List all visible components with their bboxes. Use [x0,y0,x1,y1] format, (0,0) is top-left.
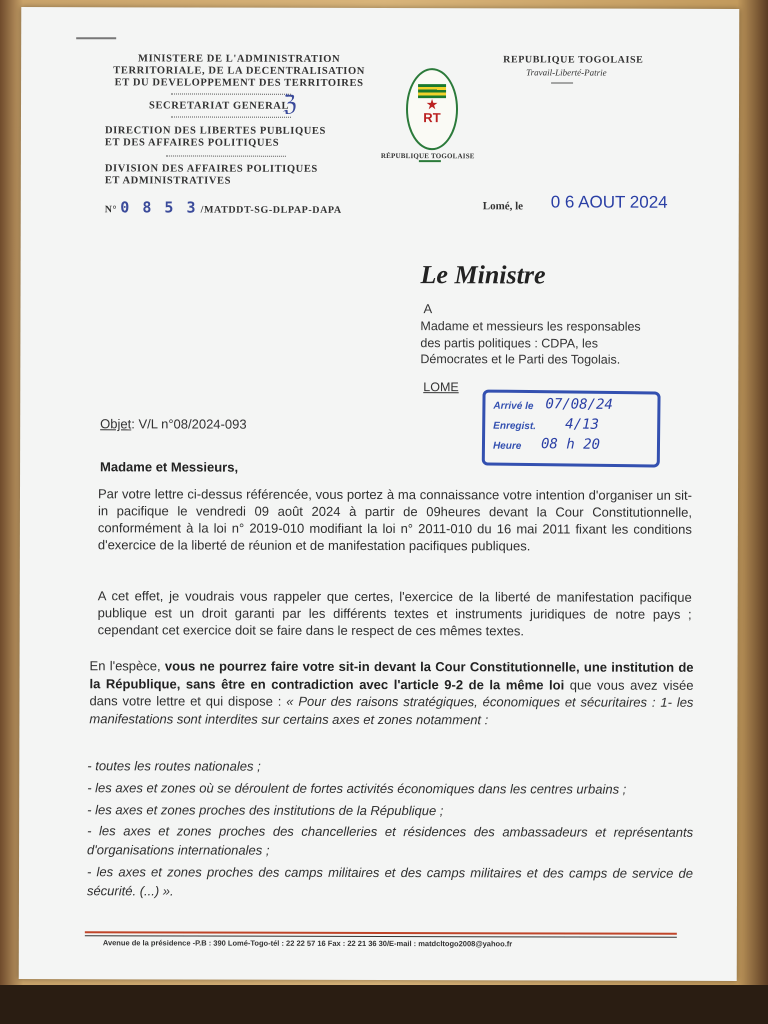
objet-label: Objet [100,416,132,432]
reference-number [104,198,342,217]
division-line-2: ET ADMINISTRATIVES [104,175,232,187]
number-suffix: /MATDDT-SG-DLPAP-DAPA [200,204,342,216]
ministry-line-3: ET DU DEVELOPPEMENT DES TERRITOIRES [114,77,364,89]
direction-header [105,125,326,150]
togo-coat-of-arms [406,68,458,150]
number-prefix: N° [104,204,118,216]
corner-mark [76,37,116,39]
divider [171,93,291,94]
number-value: 0 8 5 3 [120,198,198,217]
restriction-list [87,755,693,902]
footer-address: Avenue de la présidence -P.B : 390 Lomé-Togo-tél : 22 22 57 16 Fax : 22 21 36 30/E-mail : matdcltogo2008@yahoo.fr [102,938,513,949]
stamp-heure-value: 08 h 20 [540,436,601,453]
recipient-line-3: Démocrates et le Parti des Togolais. [420,352,621,367]
direction-line-2: ET DES AFFAIRES POLITIQUES [104,137,280,149]
country-name: REPUBLIQUE TOGOLAISE [503,54,644,66]
lions-icon: RT [423,110,441,126]
footer-rule [85,931,677,935]
signature-mark: ℨ [282,91,297,117]
stamp-enreg-value: 4/13 [565,416,600,433]
recipient-city: LOME [423,380,459,395]
recipient-block [420,318,658,368]
division-line-1: DIVISION DES AFFAIRES POLITIQUES [104,163,318,175]
objet-line [100,416,246,431]
divider [419,160,441,162]
date-prefix: Lomé, le [482,200,524,213]
country-motto: Travail-Liberté-Patrie [526,67,607,78]
paragraph-3 [89,657,693,729]
p3-quote: « Pour des raisons stratégiques, économiques et sécuritaires : 1- les manifestations sont interdites sur certains axes et zones notamment : [89,693,694,727]
star-icon: ★ [425,96,439,113]
date-value: 0 6 AOUT 2024 [550,192,668,212]
list-item: - les axes et zones proches des chancelleries et résidences des ambassadeurs et représentants d'organisations internationales ; [87,823,694,858]
floor [0,985,768,1024]
paragraph-1: Par votre lettre ci-dessus référencée, vous portez à ma connaissance votre intention d'organiser un sit-in pacifique le vendredi 09 août 2024 à partir de 09heures devant la Cour Constitutionnelle, conformément à la loi n° 2019-010 modifiant la loi n° 2011-010 du 16 mai 2011 fixant les conditions d'exercice de la liberté de réunion et de manifestation pacifiques publiques. [97,486,693,554]
recipient-line-2: des partis politiques : CDPA, les [420,335,599,351]
paragraph-2: A cet effet, je voudrais vous rappeler que certes, l'exercice de la liberté de manifestation pacifique publique est un droit garanti par les différents textes et instruments juridiques de notre pays ; cependant cet exercice doit se faire dans le respect de ces mêmes textes. [97,588,692,639]
stamp-heure-label: Heure [492,440,522,452]
divider [166,155,286,156]
recipient-a: A [423,301,433,317]
ministry-header [109,53,369,90]
stamp-arrive-value: 07/08/24 [545,396,613,413]
list-item: - toutes les routes nationales ; [87,758,261,774]
footer-rule [85,935,677,938]
emblem-caption: RÉPUBLIQUE TOGOLAISE [380,152,475,161]
secretariat-label: SECRETARIAT GENERAL [149,100,290,112]
p3-start: En l'espèce, [89,658,161,674]
divider [171,116,291,117]
list-item: - les axes et zones proches des institutions de la République ; [87,802,444,819]
p3-end: que vous avez visée dans votre lettre et qui dispose : [89,677,694,709]
p3-bold: vous ne pourrez faire votre sit-in devant la Cour Constitutionnelle, une institution de la République, sans être en contradiction avec l'article 9-2 de la même loi [89,658,694,692]
list-item: - les axes et zones où se déroulent de fortes activités économiques dans les centres urbains ; [87,780,627,797]
reception-stamp [482,389,661,467]
letter-page [19,7,740,981]
ministry-line-1: MINISTERE DE L'ADMINISTRATION [138,53,341,65]
recipient-line-1: Madame et messieurs les responsables [420,319,641,334]
salutation: Madame et Messieurs, [100,459,239,475]
division-header [105,163,318,188]
objet-text: : V/L n°08/2024-093 [131,416,247,432]
stamp-enreg-label: Enregist. [493,420,537,433]
stamp-arrive-label: Arrivé le [493,400,534,413]
ministry-line-2: TERRITORIALE, DE LA DECENTRALISATION [113,65,365,77]
minister-title: Le Ministre [420,260,546,290]
direction-line-1: DIRECTION DES LIBERTES PUBLIQUES [104,125,326,137]
divider [551,82,573,83]
list-item: - les axes et zones proches des camps militaires et des camps militaires et des camps de service de sécurité. (...) ». [86,864,694,899]
